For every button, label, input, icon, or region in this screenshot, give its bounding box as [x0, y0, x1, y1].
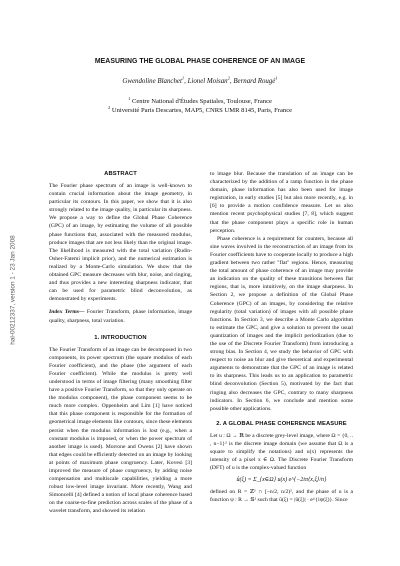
paper-title: MEASURING THE GLOBAL PHASE COHERENCE OF AN IMAGE — [94, 58, 306, 65]
author-1-mark: 1 — [181, 75, 185, 81]
affiliation-1 — [0, 95, 400, 105]
right-para-4: defined on R = ℤ² ∩ [−n/2, n/2)², and the phase of u is a function ψ : R → 𝕊¹ such that û(ξ) = |û(ξ)| · e^{iψ(ξ)}. Since — [210, 489, 353, 504]
author-2: Lionel Moisan — [187, 78, 228, 85]
author-1: Gwendoline Blanchet — [122, 78, 182, 85]
author-3: Bernard Rougé — [233, 78, 276, 85]
dft-formula: û(ξ) = Σ_{x∈Ω} u(x) e^{−2iπ⟨x,ξ⟩/n} — [236, 477, 327, 484]
right-para-2: Phase coherence is a requirement for counters, because all sine waves involved in the reconstruction of an image from its Fourier coefficients have to cooperate locally to produce a high gradient between two rather "flat" regions. Hence, measuring the total amount of phase coherence of an image may provide an indication on the quality of these transitions between flat regions, that is, more intuitively, on the image sharpness. In Section 2, we propose a definition of the Global Phase Coherence (GPC) of an images, by considering the relative regularity (total variation) of images with all possible phase functions. In Section 3, we describe a Monte Carlo algorithm to estimate the GPC, and give a solution to prevent the usual quantization of images and the implicit periodization (due to the use of the Discrete Fourier Transform) from introducing a strong bias. In Section 4, we study the behavior of GPC with respect to noise an blur and give theoretical and experimental arguments to demonstrate that the GPC of an image is related to its sharpness. This leads us to an application to parametric blind deconvolution (Section 5), motivated by the fact that ringing also decreases the GPC, contrary to many sharpness indicators. In Section 6, we conclude and mention some possible other applications. — [210, 235, 353, 412]
right-para-3: Let u : Ω → ℝ be a discrete grey-level image, where Ω = {0, .. , n−1}² is the discrete image domain (we assume that Ω is a square to simplify the notations) and u(x) represents the intensity of a pixel x ∈ Ω. The Discrete Fourier Transform (DFT) of u is the complex-valued function — [210, 432, 353, 472]
affiliation-1-text: Centre National d'Études Spatiales, Toulouse, France — [131, 98, 272, 105]
intro-heading: 1. INTRODUCTION — [94, 334, 147, 341]
index-terms-text: Fourier Transform, phase information, image quality, sharpness, total variation. — [49, 309, 192, 324]
index-terms — [49, 308, 192, 324]
intro-text: The Fourier Transform of an image can be decomposed in two components, its power spectrum (the square modulus of each Fourier coefficient), and the phase (the argument of each Fourier coefficient). While the modulus is pretty well understood in terms of image filtering (many smoothing filter have a positive Fourier Transform, so that they only operate on the modulus component), the phase component seems to be much more complex. Oppenheim and Lim [1] have noticed that this phase component is responsible for the formation of geometrical image elements like contours, since these elements persist when the modulus information is lost (e.g., when a constant modulus is imposed, or when the power spectrum of another image is used). Morrone and Owens [2] have shown that edges could be efficiently detected on an image by looking at points of maximum phase congruency. Later, Kovesi [3] improved the measure of phase congruency, by adding noise compensation and multiscale capabilities, yielding a more robust low-level image invariant. More recently, Wang and Simoncelli [4] defined a notion of local phase coherence based on the coarse-to-fine prediction across scales of the phase of a wavelet transform, and showed its relation — [49, 346, 192, 515]
affiliation-1-mark: 1 — [128, 95, 131, 101]
affiliation-2 — [0, 104, 400, 114]
index-terms-label: Index Terms— — [49, 309, 85, 316]
affiliation-2-mark: 2 — [107, 104, 111, 110]
hal-id-text: hal-00212337, version 1 - 23 Jan 2008 — [9, 235, 17, 345]
author-line: Gwendoline Blanchet$^1$, Lionel Moisan$^2$, Bernard Rougé$^1$ — [122, 75, 278, 85]
abstract-heading: ABSTRACT — [104, 171, 137, 177]
abstract-text: The Fourier phase spectrum of an image is well-known to contain crucial information about the image geometry, in particular its contours. In this paper, we show that it is also strongly related to the image quality, in particular its sharpness. We propose a way to define the Global Phase Coherence (GPC) of an image, by estimating the volume of all possible phase functions that, associated with the measured modulus, produce images that are not less likely than the original image. The likelihood is measured with the total variation (Rudin-Osher-Fatemi implicit prior), and the numerical estimation is realized by a Monte-Carlo simulation. We show that the obtained GPC measure decreases with blur, noise, and ringing, and thus provides a new interesting sharpness indicator, that can be used for parametric blind deconvolution, as demonstrated by experiments. — [49, 183, 192, 303]
right-para-1: to image blur. Because the translation of an image can be characterized by the addition of a ramp function in the phase domain, phase information has also been used for image registration, in early studies [5] but also more recently, e.g. in [6] to provide a motion confidence measure. Let us also mention recent psychophysical studies [7, 8], which suggest that the phase component plays a specific role in human perception. — [210, 171, 353, 234]
section2-heading: 2. A GLOBAL PHASE COHERENCE MEASURE — [216, 420, 347, 427]
hal-sidebar-id — [6, 190, 20, 390]
author-3-mark: 1 — [275, 75, 278, 81]
author-2-mark: 2 — [227, 75, 230, 81]
affiliation-2-text: Université Paris Descartes, MAP5, CNRS UMR 8145, Paris, France — [111, 107, 293, 114]
left-column — [49, 170, 192, 516]
right-column — [210, 170, 353, 504]
